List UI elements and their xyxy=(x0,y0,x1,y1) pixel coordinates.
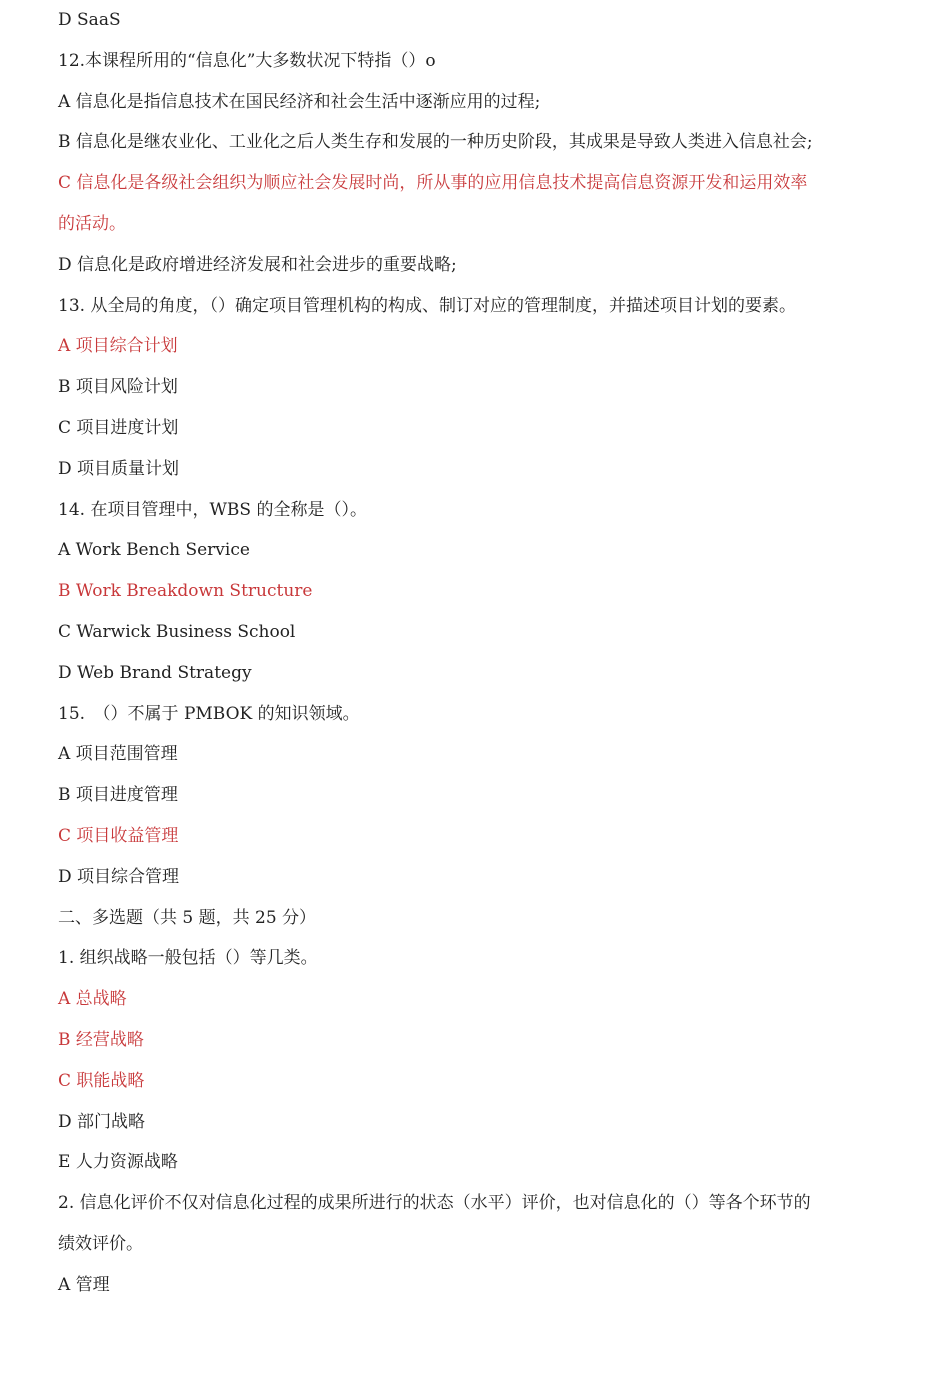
correct-answer-line: 的活动。 xyxy=(58,213,126,234)
text-line: A Work Bench Service xyxy=(58,540,250,561)
correct-answer-line: C 职能战略 xyxy=(58,1070,145,1091)
text-line: 15. （）不属于 PMBOK 的知识领域。 xyxy=(58,703,360,724)
text-line: 12.本课程所用的“信息化”大多数状况下特指（）o xyxy=(58,50,436,71)
text-line: C 项目进度计划 xyxy=(58,417,179,438)
text-line: D Web Brand Strategy xyxy=(58,662,252,683)
text-line: 2. 信息化评价不仅对信息化过程的成果所进行的状态（水平）评价，也对信息化的（）等各个环节的 xyxy=(58,1193,811,1214)
text-line: 1. 组织战略一般包括（）等几类。 xyxy=(58,948,318,969)
text-line: D SaaS xyxy=(58,10,121,30)
text-line: B 信息化是继农业化、工业化之后人类生存和发展的一种历史阶段，其成果是导致人类进入信息社会; xyxy=(58,132,813,153)
text-line: B 项目进度管理 xyxy=(58,785,178,806)
text-line: D 项目综合管理 xyxy=(58,866,180,887)
text-line: 14. 在项目管理中，WBS 的全称是（）。 xyxy=(58,499,367,520)
text-line: D 项目质量计划 xyxy=(58,458,180,479)
text-line: 二、多选题（共 5 题，共 25 分） xyxy=(58,907,317,928)
text-line: A 项目范围管理 xyxy=(58,744,178,765)
correct-answer-line: C 信息化是各级社会组织为顺应社会发展时尚，所从事的应用信息技术提高信息资源开发和运用效率 xyxy=(58,173,808,194)
text-line: D 信息化是政府增进经济发展和社会进步的重要战略; xyxy=(58,254,457,275)
text-line: E 人力资源战略 xyxy=(58,1152,178,1173)
correct-answer-line: B Work Breakdown Structure xyxy=(58,581,313,602)
text-line: 13. 从全局的角度，（）确定项目管理机构的构成、制订对应的管理制度，并描述项目计划的要素。 xyxy=(58,295,796,316)
text-line: A 信息化是指信息技术在国民经济和社会生活中逐渐应用的过程; xyxy=(58,91,541,112)
text-line: C Warwick Business School xyxy=(58,621,296,642)
text-line: 绩效评价。 xyxy=(58,1233,143,1254)
correct-answer-line: A 总战略 xyxy=(58,989,127,1010)
text-line: D 部门战略 xyxy=(58,1111,146,1132)
question-text-block xyxy=(58,0,888,1306)
text-line: B 项目风险计划 xyxy=(58,377,178,398)
correct-answer-line: A 项目综合计划 xyxy=(58,336,178,357)
correct-answer-line: C 项目收益管理 xyxy=(58,825,179,846)
text-line: A 管理 xyxy=(58,1274,110,1295)
correct-answer-line: B 经营战略 xyxy=(58,1029,144,1050)
